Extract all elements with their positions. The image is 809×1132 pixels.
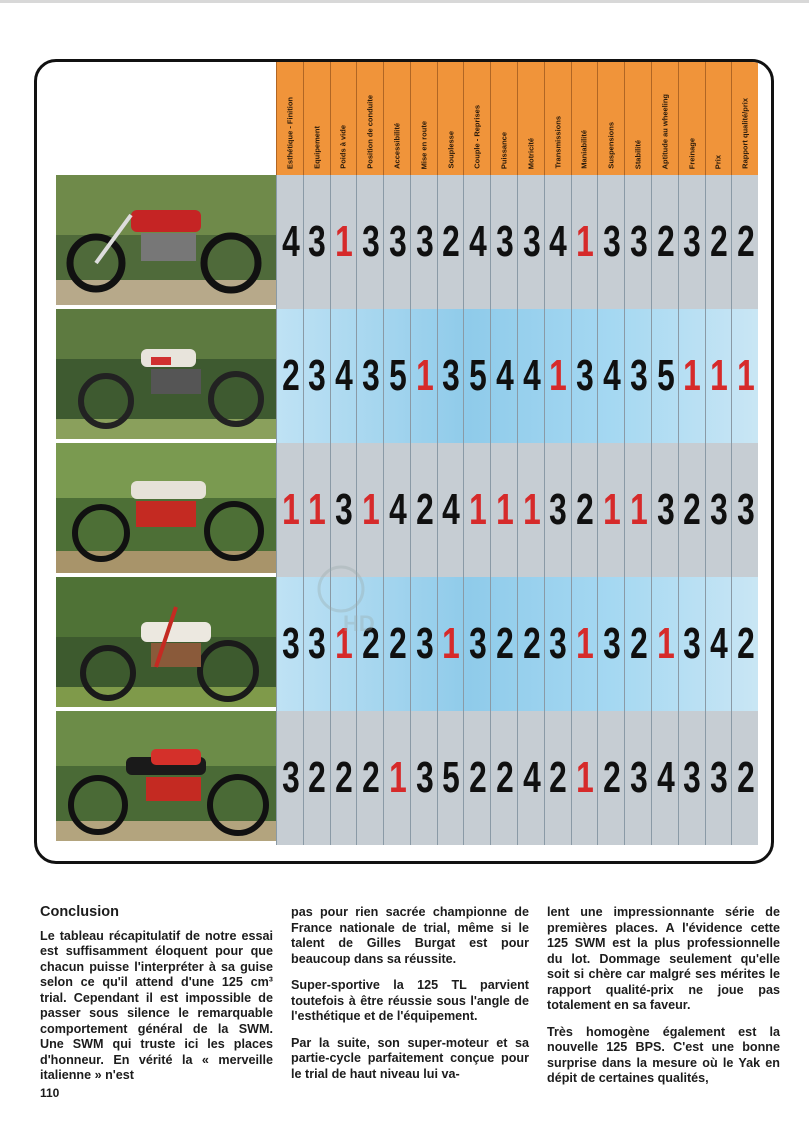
criterion-header	[463, 62, 490, 175]
score-cell	[490, 443, 517, 577]
score-cell	[303, 309, 330, 443]
score-cell	[356, 443, 383, 577]
score-cell	[490, 711, 517, 845]
comparison-table	[34, 59, 774, 864]
score-value: 1	[496, 485, 513, 534]
score-cell	[571, 309, 598, 443]
score-cell	[437, 175, 464, 309]
score-value: 2	[335, 753, 352, 802]
score-cell	[463, 443, 490, 577]
score-cell	[330, 175, 357, 309]
score-value: 3	[603, 217, 620, 266]
conclusion-heading: Conclusion	[40, 904, 119, 920]
criterion-header	[490, 62, 517, 175]
score-cell	[437, 443, 464, 577]
score-value: 2	[737, 619, 754, 668]
score-value: 2	[469, 753, 486, 802]
score-cell	[356, 711, 383, 845]
score-cell	[597, 443, 624, 577]
criterion-header	[517, 62, 544, 175]
criteria-header	[276, 62, 758, 175]
paragraph: Super-sportive la 125 TL parvient toutefois à être réussie sous l'angle de l'esthétique et de l'équipement.	[291, 978, 529, 1023]
score-cell	[678, 443, 705, 577]
score-cell	[705, 175, 732, 309]
criterion-label: Esthétique - Finition	[285, 96, 295, 169]
score-cell	[517, 175, 544, 309]
score-cell	[571, 577, 598, 711]
criterion-label: Couple - Reprises	[472, 105, 482, 169]
criterion-header	[597, 62, 624, 175]
score-value: 2	[629, 619, 647, 668]
score-value: 2	[737, 217, 754, 266]
score-cell	[731, 443, 758, 577]
score-cell	[383, 309, 410, 443]
score-value: 4	[549, 217, 566, 266]
score-value: 1	[281, 485, 298, 534]
score-value: 1	[656, 619, 673, 668]
page-number: 110	[40, 1086, 60, 1100]
criterion-label: Maniabilité	[579, 130, 589, 169]
score-value: 3	[388, 217, 406, 266]
score-value: 4	[603, 351, 620, 400]
score-value: 3	[362, 217, 379, 266]
score-cell	[731, 577, 758, 711]
score-value: 1	[335, 619, 352, 668]
score-value: 1	[576, 619, 593, 668]
criterion-header	[544, 62, 571, 175]
score-value: 3	[549, 485, 566, 534]
score-cell	[651, 443, 678, 577]
score-cell	[276, 711, 303, 845]
score-cell	[330, 711, 357, 845]
score-value: 3	[576, 351, 593, 400]
paragraph: Par la suite, son super-moteur et sa partie-cycle parfaitement conçue pour le trial de haut niveau lui va-	[291, 1035, 529, 1081]
score-cell	[624, 711, 651, 845]
score-cell	[544, 443, 571, 577]
score-value: 4	[710, 619, 727, 668]
score-cell	[651, 309, 678, 443]
score-cell	[410, 711, 437, 845]
score-value: 4	[522, 753, 540, 802]
score-cell	[705, 711, 732, 845]
score-value: 2	[362, 619, 379, 668]
score-value: 2	[496, 619, 513, 668]
criterion-header	[571, 62, 598, 175]
score-cell	[705, 443, 732, 577]
score-value: 1	[335, 217, 352, 266]
score-cell	[490, 309, 517, 443]
score-value: 2	[576, 485, 593, 534]
score-cell	[303, 711, 330, 845]
score-value: 2	[683, 485, 700, 534]
score-value: 5	[469, 351, 486, 400]
motorcycle-photo-1	[56, 175, 276, 305]
score-cell	[303, 443, 330, 577]
score-cell	[624, 443, 651, 577]
score-cell	[517, 309, 544, 443]
motorcycle-photo-2	[56, 309, 276, 439]
score-value: 4	[442, 485, 459, 534]
score-cell	[437, 577, 464, 711]
score-cell	[383, 577, 410, 711]
score-value: 2	[415, 485, 432, 534]
score-value: 2	[522, 619, 540, 668]
criterion-label: Aptitude au wheeling	[660, 93, 670, 169]
score-cell	[276, 443, 303, 577]
article-column-2	[291, 905, 529, 1093]
score-value: 3	[737, 485, 754, 534]
criterion-label: Equipement	[312, 126, 322, 169]
criterion-label: Souplesse	[446, 131, 456, 169]
score-value: 3	[335, 485, 352, 534]
score-cell	[544, 711, 571, 845]
criterion-header	[678, 62, 705, 175]
score-cell	[705, 577, 732, 711]
score-cell	[571, 175, 598, 309]
score-cell	[276, 577, 303, 711]
paragraph: Très homogène également est la nouvelle 125 BPS. C'est une bonne surprise dans la mesure où le Yak en dépit de certaines qualités,	[547, 1024, 780, 1085]
score-value: 1	[362, 485, 379, 534]
score-value: 2	[442, 217, 459, 266]
score-cell	[410, 443, 437, 577]
watermark-logo	[311, 559, 386, 639]
criterion-label: Stabilité	[633, 139, 643, 169]
score-value: 3	[442, 351, 459, 400]
score-cell	[651, 711, 678, 845]
score-cell	[571, 711, 598, 845]
page-edge	[0, 0, 809, 3]
score-value: 5	[388, 351, 406, 400]
article-column-1	[40, 905, 273, 1095]
score-cell	[597, 711, 624, 845]
score-value: 2	[603, 753, 620, 802]
score-value: 3	[469, 619, 486, 668]
score-value: 4	[496, 351, 513, 400]
score-value: 1	[469, 485, 486, 534]
score-value: 3	[415, 619, 432, 668]
score-cell	[517, 577, 544, 711]
score-value: 3	[308, 619, 325, 668]
score-cell	[463, 309, 490, 443]
criterion-label: Position de conduite	[365, 95, 375, 169]
criterion-header	[303, 62, 330, 175]
score-value: 4	[388, 485, 406, 534]
criterion-header	[330, 62, 357, 175]
score-value: 4	[522, 351, 540, 400]
score-cell	[731, 711, 758, 845]
score-cell	[651, 577, 678, 711]
criterion-header	[624, 62, 651, 175]
score-cell	[597, 309, 624, 443]
criterion-label: Mise en route	[419, 120, 429, 169]
score-cell	[463, 175, 490, 309]
score-cell	[383, 175, 410, 309]
score-row-1	[276, 175, 758, 309]
score-value: 1	[522, 485, 540, 534]
score-value: 1	[388, 753, 406, 802]
score-cell	[731, 175, 758, 309]
score-cell	[544, 175, 571, 309]
score-value: 1	[629, 485, 647, 534]
score-value: 3	[549, 619, 566, 668]
score-value: 4	[281, 217, 298, 266]
score-cell	[678, 577, 705, 711]
score-cell	[624, 309, 651, 443]
criterion-header	[705, 62, 732, 175]
criterion-label: Accessibilité	[392, 123, 402, 169]
score-value: 3	[656, 485, 673, 534]
score-value: 3	[629, 217, 647, 266]
score-value: 2	[737, 753, 754, 802]
score-value: 3	[522, 217, 540, 266]
paragraph: lent une impressionnante série de premières places. A l'évidence cette 125 SWM est la plus professionnelle du lot. Dommage seulement qu'elle soit si chère car malgré ses mérites le rapport qualité-prix ne joue pas totalement en sa faveur.	[547, 905, 780, 1012]
motorcycle-photo-3	[56, 443, 276, 573]
score-value: 2	[281, 351, 298, 400]
score-value: 3	[629, 351, 647, 400]
score-cell	[597, 175, 624, 309]
score-cell	[678, 309, 705, 443]
score-value: 3	[281, 753, 298, 802]
score-value: 2	[496, 753, 513, 802]
score-cell	[597, 577, 624, 711]
score-cell	[437, 309, 464, 443]
score-value: 1	[308, 485, 325, 534]
score-value: 4	[656, 753, 673, 802]
score-value: 3	[683, 753, 700, 802]
score-cell	[571, 443, 598, 577]
score-value: 2	[549, 753, 566, 802]
score-cell	[490, 175, 517, 309]
score-value: 3	[683, 619, 700, 668]
score-cell	[383, 711, 410, 845]
score-cell	[303, 175, 330, 309]
score-value: 3	[308, 351, 325, 400]
article-column-3	[547, 905, 780, 1098]
score-value: 2	[308, 753, 325, 802]
criterion-header	[356, 62, 383, 175]
score-value: 4	[469, 217, 486, 266]
score-cell	[624, 577, 651, 711]
score-value: 1	[576, 217, 593, 266]
score-cell	[517, 711, 544, 845]
criterion-label: Freinage	[687, 137, 697, 169]
score-value: 2	[388, 619, 406, 668]
score-cell	[330, 443, 357, 577]
motorcycle-photo-5	[56, 711, 276, 841]
criterion-label: Suspensions	[606, 122, 616, 169]
score-cell	[731, 309, 758, 443]
score-cell	[678, 175, 705, 309]
score-value: 3	[415, 753, 432, 802]
score-value: 3	[683, 217, 700, 266]
score-cell	[544, 309, 571, 443]
score-value: 1	[576, 753, 593, 802]
score-cell	[705, 309, 732, 443]
score-value: 3	[710, 485, 727, 534]
score-cell	[437, 711, 464, 845]
score-cell	[463, 577, 490, 711]
criterion-label: Rapport qualité/prix	[740, 98, 750, 169]
score-cell	[544, 577, 571, 711]
criterion-label: Puissance	[499, 131, 509, 169]
score-value: 2	[656, 217, 673, 266]
score-cell	[330, 309, 357, 443]
score-cell	[410, 175, 437, 309]
score-value: 5	[656, 351, 673, 400]
criterion-header	[383, 62, 410, 175]
paragraph: Le tableau récapitulatif de notre essai est suffisamment éloquent pour que chacun puisse l'interpréter à sa guise selon ce qu'il attend d'une 125 cm³ trial. Cependant il est impossible de passer sous silence le remarquable comportement général de la SWM. Une SWM qui truste ici les places d'honneur. En vérité la « merveille italienne » n'est	[40, 928, 273, 1082]
score-cell	[383, 443, 410, 577]
score-value: 2	[710, 217, 727, 266]
score-value: 2	[362, 753, 379, 802]
score-cell	[356, 309, 383, 443]
score-cell	[356, 175, 383, 309]
score-value: 3	[710, 753, 727, 802]
criterion-header	[437, 62, 464, 175]
score-value: 1	[710, 351, 727, 400]
score-value: 5	[442, 753, 459, 802]
score-cell	[410, 577, 437, 711]
criterion-label: Poids à vide	[338, 125, 348, 169]
score-cell	[276, 309, 303, 443]
motorcycle-photo-4	[56, 577, 276, 707]
score-value: 1	[442, 619, 459, 668]
score-value: 1	[603, 485, 620, 534]
score-value: 3	[496, 217, 513, 266]
score-value: 3	[629, 753, 647, 802]
criterion-header	[276, 62, 303, 175]
criterion-header	[410, 62, 437, 175]
score-value: 4	[335, 351, 352, 400]
criterion-header	[651, 62, 678, 175]
score-value: 1	[683, 351, 700, 400]
score-row-2	[276, 309, 758, 443]
score-value: 3	[415, 217, 432, 266]
criterion-label: Transmissions	[553, 116, 563, 169]
score-value: 3	[308, 217, 325, 266]
score-cell	[651, 175, 678, 309]
criterion-label: Motricité	[526, 137, 536, 169]
score-value: 1	[415, 351, 432, 400]
score-value: 1	[549, 351, 566, 400]
paragraph: pas pour rien sacrée championne de France nationale de trial, même si le talent de Gilles Burgat est pour beaucoup dans sa réussite.	[291, 905, 529, 966]
score-cell	[624, 175, 651, 309]
score-cell	[463, 711, 490, 845]
score-row-5	[276, 711, 758, 845]
score-value: 1	[737, 351, 754, 400]
score-cell	[678, 711, 705, 845]
criterion-label: Prix	[713, 154, 723, 169]
score-cell	[517, 443, 544, 577]
score-value: 3	[603, 619, 620, 668]
score-value: 3	[362, 351, 379, 400]
score-value: 3	[281, 619, 298, 668]
watermark-text: HD	[343, 611, 375, 636]
score-cell	[276, 175, 303, 309]
score-cell	[410, 309, 437, 443]
score-row-3	[276, 443, 758, 577]
criterion-header	[731, 62, 758, 175]
score-cell	[490, 577, 517, 711]
